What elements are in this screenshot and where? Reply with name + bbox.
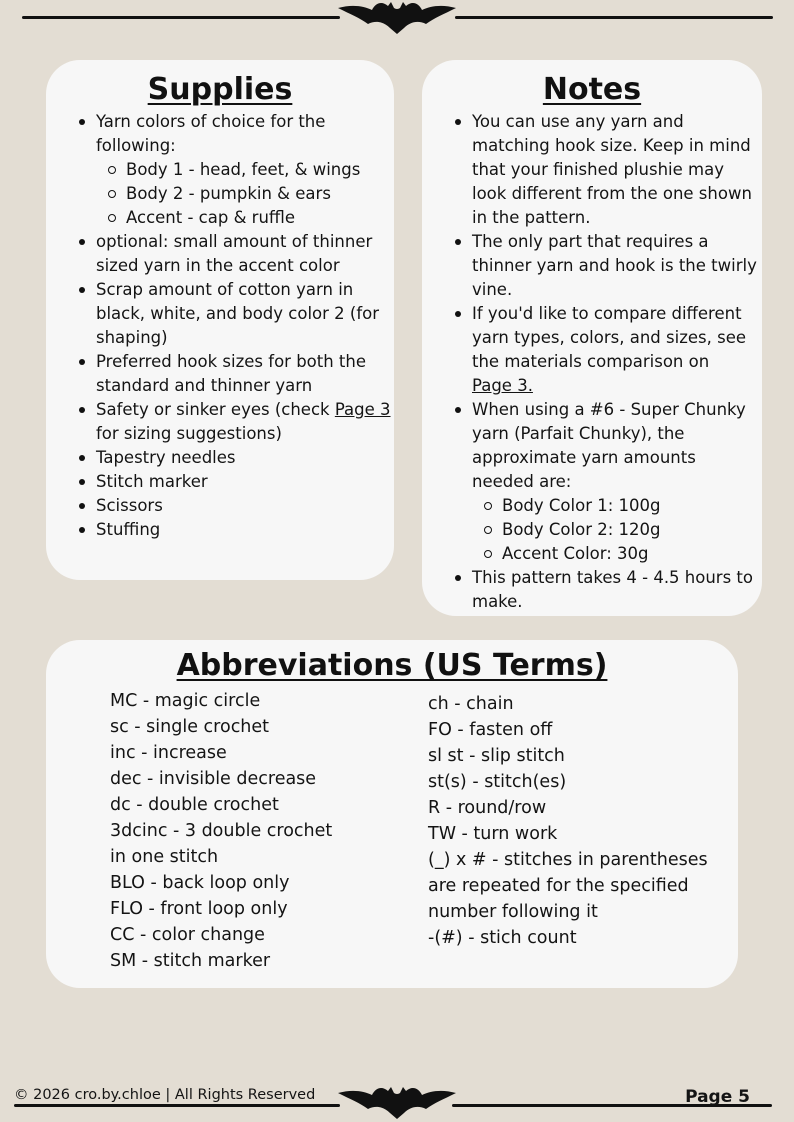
abbreviation-entry: TW - turn work xyxy=(428,824,558,844)
notes-title: Notes xyxy=(542,72,642,107)
abbreviation-entry: dc - double crochet xyxy=(110,795,279,815)
page-3-link[interactable]: Page 3 xyxy=(334,400,391,419)
abbreviation-entry: st(s) - stitch(es) xyxy=(428,772,567,792)
list-item xyxy=(422,302,760,398)
page-number: Page 5 xyxy=(685,1087,750,1107)
abbreviation-entry: CC - color change xyxy=(110,925,265,945)
bat-icon xyxy=(338,1085,456,1121)
yarn-sublist xyxy=(96,158,394,230)
list-item-text: for sizing suggestions) xyxy=(96,424,282,443)
abbreviation-entry: sl st - slip stitch xyxy=(428,746,565,766)
list-item xyxy=(422,398,760,566)
sublist-item: Accent - cap & ruffle xyxy=(96,206,394,230)
notes-list xyxy=(422,110,762,614)
list-item: The only part that requires a thinner yarn and hook is the twirly vine. xyxy=(422,230,760,302)
sublist-item: Body 1 - head, feet, & wings xyxy=(96,158,394,182)
list-item xyxy=(46,398,394,446)
list-item-text: Safety or sinker eyes (check xyxy=(96,400,335,419)
list-item: Scissors xyxy=(46,494,394,518)
amounts-sublist xyxy=(472,494,760,566)
abbreviations-left-column xyxy=(110,688,332,974)
abbreviation-entry: -(#) - stich count xyxy=(428,928,577,948)
supplies-list xyxy=(46,110,394,542)
abbreviation-entry: (_) x # - stitches in parentheses xyxy=(428,850,708,870)
abbreviation-entry: are repeated for the specified xyxy=(428,876,689,896)
list-item: Preferred hook sizes for both the standard and thinner yarn xyxy=(46,350,394,398)
abbreviations-title: Abbreviations (US Terms) xyxy=(176,648,608,683)
footer-rule-left xyxy=(14,1104,340,1107)
sublist-item: Body Color 2: 120g xyxy=(472,518,760,542)
list-item: Tapestry needles xyxy=(46,446,394,470)
list-item-text: When using a #6 - Super Chunky yarn (Parfait Chunky), the approximate yarn amounts needed are: xyxy=(472,400,746,491)
list-item: This pattern takes 4 - 4.5 hours to make. xyxy=(422,566,760,614)
notes-card xyxy=(422,60,762,616)
sublist-item: Body Color 1: 100g xyxy=(472,494,760,518)
abbreviation-entry: ch - chain xyxy=(428,694,514,714)
supplies-card xyxy=(46,60,394,580)
abbreviation-entry: R - round/row xyxy=(428,798,547,818)
abbreviation-entry: SM - stitch marker xyxy=(110,951,271,971)
list-item-text: Yarn colors of choice for the following: xyxy=(96,112,326,155)
sublist-item: Body 2 - pumpkin & ears xyxy=(96,182,394,206)
abbreviation-entry: sc - single crochet xyxy=(110,717,270,737)
list-item: Stitch marker xyxy=(46,470,394,494)
abbreviation-entry: number following it xyxy=(428,902,598,922)
supplies-title: Supplies xyxy=(147,72,293,107)
header-rule-left xyxy=(22,16,340,19)
footer-copyright: © 2026 cro.by.chloe | All Rights Reserved xyxy=(14,1087,316,1103)
abbreviation-entry: FLO - front loop only xyxy=(110,899,288,919)
abbreviation-entry: inc - increase xyxy=(110,743,227,763)
abbreviation-entry: FO - fasten off xyxy=(428,720,553,740)
list-item: optional: small amount of thinner sized yarn in the accent color xyxy=(46,230,394,278)
abbreviation-entry: dec - invisible decrease xyxy=(110,769,317,789)
abbreviation-entry: MC - magic circle xyxy=(110,691,261,711)
list-item: Scrap amount of cotton yarn in black, white, and body color 2 (for shaping) xyxy=(46,278,394,350)
abbreviation-entry: 3dcinc - 3 double crochet xyxy=(110,821,333,841)
abbreviation-entry: BLO - back loop only xyxy=(110,873,290,893)
list-item: You can use any yarn and matching hook size. Keep in mind that your finished plushie may look different from the one shown in the pattern. xyxy=(422,110,760,230)
page-3-link[interactable]: Page 3. xyxy=(472,376,533,395)
bat-icon xyxy=(338,0,456,36)
sublist-item: Accent Color: 30g xyxy=(472,542,760,566)
list-item-text: If you'd like to compare different yarn types, colors, and sizes, see the materials comparison on xyxy=(472,304,746,371)
header-rule-right xyxy=(455,16,773,19)
list-item xyxy=(46,110,394,230)
abbreviations-right-column xyxy=(428,691,708,951)
list-item: Stuffing xyxy=(46,518,394,542)
abbreviation-entry: in one stitch xyxy=(110,847,219,867)
abbreviations-card xyxy=(46,640,738,988)
